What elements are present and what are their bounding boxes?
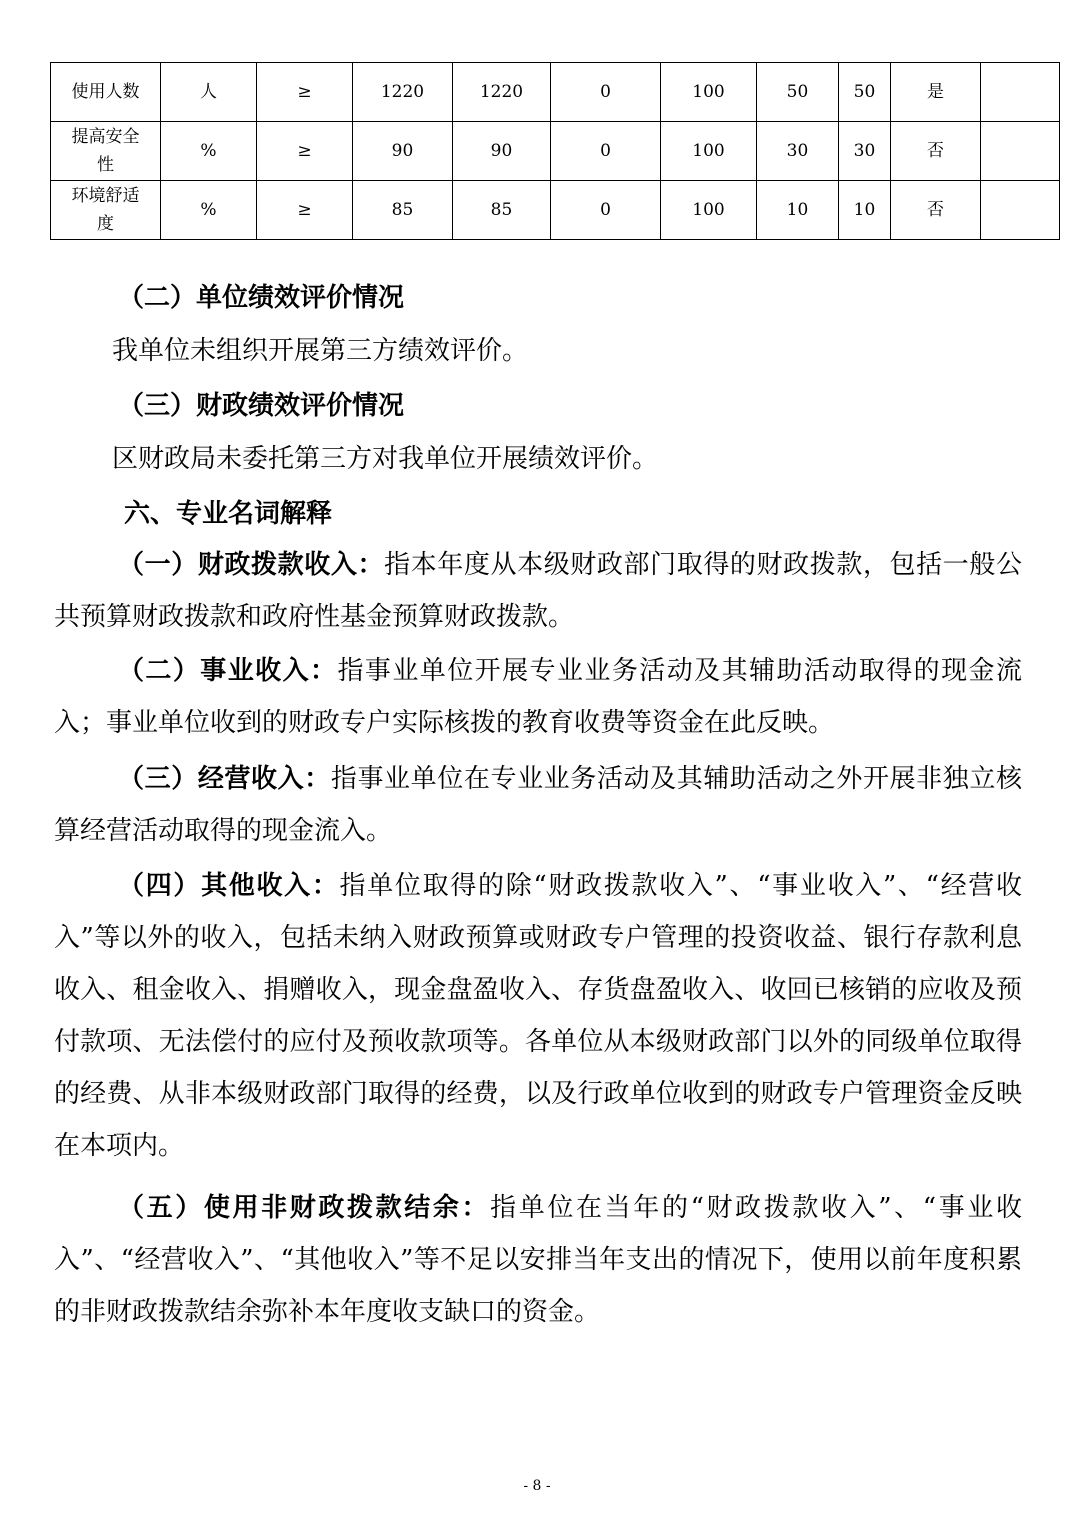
definition-non-appropriation-surplus [54, 1182, 1022, 1338]
indicator-note [981, 181, 1060, 240]
definition-text: 指单位在当年的“财政拨款收入”、“事业收入”、“经营收入”、“其他收入”等不足以安排当年支出的情况下，使用以前年度积累的非财政拨款结余弥补本年度收支缺口的资金。 [54, 1193, 1022, 1327]
indicator-target: 1220 [353, 63, 453, 122]
indicator-weight: 50 [757, 63, 839, 122]
indicator-score: 10 [839, 181, 891, 240]
indicator-rate: 100 [661, 63, 757, 122]
finance-evaluation-text: 区财政局未委托第三方对我单位开展绩效评价。 [112, 444, 659, 474]
indicator-unit: 人 [161, 63, 257, 122]
definition-other-income [54, 860, 1022, 1172]
indicator-name: 使用人数 [51, 63, 161, 122]
section-heading-finance-evaluation: （三）财政绩效评价情况 [118, 391, 405, 421]
definition-text: 指本年度从本级财政部门取得的财政拨款，包括一般公共预算财政拨款和政府性基金预算财政拨款。 [54, 550, 1022, 632]
section-heading-terms: 六、专业名词解释 [124, 499, 333, 529]
definition-operating-income [54, 753, 1022, 857]
indicator-note [981, 122, 1060, 181]
definition-text: 指事业单位在专业业务活动及其辅助活动之外开展非独立核算经营活动取得的现金流入。 [54, 764, 1022, 846]
definition-term: （五）使用非财政拨款结余： [118, 1193, 491, 1223]
indicator-actual: 90 [453, 122, 551, 181]
definition-term: （三）经营收入： [118, 764, 331, 794]
indicator-weight: 10 [757, 181, 839, 240]
indicator-weight: 30 [757, 122, 839, 181]
table-row [51, 122, 1060, 181]
definition-term: （二）事业收入： [118, 656, 338, 686]
indicator-deviation: 0 [551, 181, 661, 240]
indicator-name: 环境舒适度 [51, 181, 161, 240]
definition-text: 指单位取得的除“财政拨款收入”、“事业收入”、“经营收入”等以外的收入，包括未纳入财政预算或财政专户管理的投资收益、银行存款利息收入、租金收入、捐赠收入，现金盘盈收入、存货盘盈收入、收回已核销的应收及预付款项、无法偿付的应付及预收款项等。各单位从本级财政部门以外的同级单位取得的经费、从非本级财政部门取得的经费，以及行政单位收到的财政专户管理资金反映在本项内。 [54, 871, 1022, 1161]
definition-term: （四）其他收入： [118, 871, 340, 901]
indicator-operator: ≥ [257, 122, 353, 181]
indicator-name: 提高安全性 [51, 122, 161, 181]
indicator-rate: 100 [661, 181, 757, 240]
indicator-score: 30 [839, 122, 891, 181]
indicator-flag: 否 [891, 181, 981, 240]
table-row [51, 181, 1060, 240]
indicator-target: 85 [353, 181, 453, 240]
indicator-flag: 是 [891, 63, 981, 122]
indicator-unit: % [161, 122, 257, 181]
indicator-deviation: 0 [551, 122, 661, 181]
indicator-target: 90 [353, 122, 453, 181]
indicator-unit: % [161, 181, 257, 240]
indicator-score: 50 [839, 63, 891, 122]
definition-fiscal-appropriation [54, 539, 1022, 643]
unit-evaluation-text: 我单位未组织开展第三方绩效评价。 [112, 336, 529, 366]
indicator-actual: 85 [453, 181, 551, 240]
performance-indicator-table [50, 62, 1060, 240]
definition-business-income [54, 645, 1022, 749]
page-number: - 8 - [523, 1478, 551, 1494]
definition-term: （一）财政拨款收入： [118, 550, 385, 580]
indicator-deviation: 0 [551, 63, 661, 122]
indicator-operator: ≥ [257, 63, 353, 122]
indicator-flag: 否 [891, 122, 981, 181]
section-heading-unit-evaluation: （二）单位绩效评价情况 [118, 283, 405, 313]
table-row [51, 63, 1060, 122]
definition-text: 指事业单位开展专业业务活动及其辅助活动取得的现金流入；事业单位收到的财政专户实际核拨的教育收费等资金在此反映。 [54, 656, 1022, 738]
indicator-operator: ≥ [257, 181, 353, 240]
indicator-note [981, 63, 1060, 122]
indicator-actual: 1220 [453, 63, 551, 122]
indicator-rate: 100 [661, 122, 757, 181]
